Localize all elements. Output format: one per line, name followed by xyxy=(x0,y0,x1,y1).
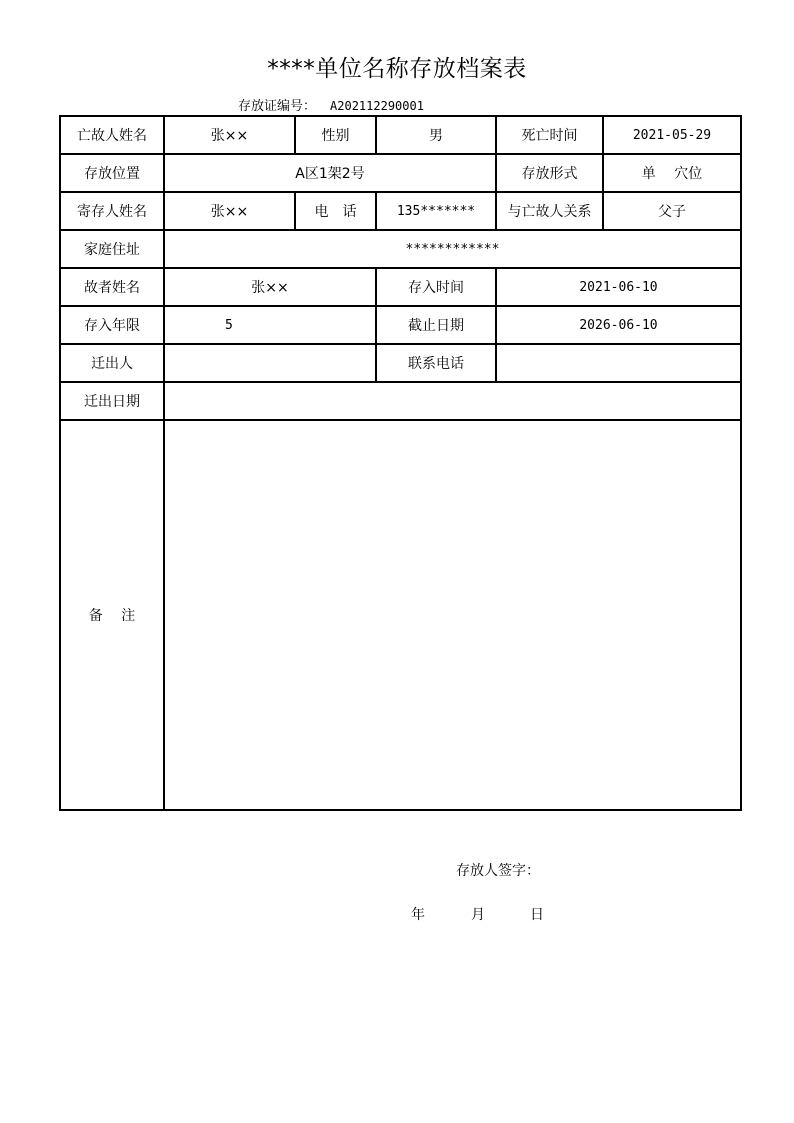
page-title: ****单位名称存放档案表 xyxy=(267,56,527,82)
form-row-moved-out xyxy=(60,344,741,382)
form-row-deceased2 xyxy=(60,268,741,306)
certificate-number-line xyxy=(238,95,424,114)
address-label: 家庭住址 xyxy=(60,230,164,268)
form-row-address xyxy=(60,230,741,268)
contact-phone-value xyxy=(496,344,741,382)
signature-month-label: 月 xyxy=(471,907,485,923)
location-value: A区1架2号 xyxy=(164,154,496,192)
gender-label: 性别 xyxy=(295,116,376,154)
form-row-location xyxy=(60,154,741,192)
deposit-years-value: 5 xyxy=(164,306,376,344)
contact-phone-label: 联系电话 xyxy=(376,344,496,382)
moved-out-by-label: 迁出人 xyxy=(60,344,164,382)
deceased2-name-label: 故者姓名 xyxy=(60,268,164,306)
end-date-value: 2026-06-10 xyxy=(496,306,741,344)
relation-value: 父子 xyxy=(603,192,741,230)
death-time-label: 死亡时间 xyxy=(496,116,603,154)
deceased-name-label: 亡故人姓名 xyxy=(60,116,164,154)
certificate-number-value: A202112290001 xyxy=(330,99,424,113)
deposit-time-value: 2021-06-10 xyxy=(496,268,741,306)
relation-label: 与亡故人关系 xyxy=(496,192,603,230)
form-row-depositor xyxy=(60,192,741,230)
form-row-deposit-years xyxy=(60,306,741,344)
phone-label: 电 话 xyxy=(295,192,376,230)
move-out-date-value xyxy=(164,382,741,420)
form-row-move-out-date xyxy=(60,382,741,420)
deposit-years-label: 存入年限 xyxy=(60,306,164,344)
form-row-deceased xyxy=(60,116,741,154)
deposit-time-label: 存入时间 xyxy=(376,268,496,306)
certificate-number-label: 存放证编号： xyxy=(238,99,317,114)
end-date-label: 截止日期 xyxy=(376,306,496,344)
phone-value: 135******* xyxy=(376,192,496,230)
form-row-remarks xyxy=(60,420,741,810)
signature-day-label: 日 xyxy=(530,907,544,923)
death-time-value: 2021-05-29 xyxy=(603,116,741,154)
storage-form-value: 单 穴位 xyxy=(603,154,741,192)
deceased2-name-value: 张×× xyxy=(164,268,376,306)
depositor-name-label: 寄存人姓名 xyxy=(60,192,164,230)
depositor-name-value: 张×× xyxy=(164,192,295,230)
move-out-date-label: 迁出日期 xyxy=(60,382,164,420)
archive-form-table xyxy=(59,115,742,811)
location-label: 存放位置 xyxy=(60,154,164,192)
signature-label: 存放人签字： xyxy=(456,863,540,879)
gender-value: 男 xyxy=(376,116,496,154)
deceased-name-value: 张×× xyxy=(164,116,295,154)
remarks-label: 备 注 xyxy=(60,420,164,810)
storage-form-label: 存放形式 xyxy=(496,154,603,192)
remarks-value xyxy=(164,420,741,810)
moved-out-by-value xyxy=(164,344,376,382)
address-value: ************ xyxy=(164,230,741,268)
signature-year-label: 年 xyxy=(411,907,425,923)
